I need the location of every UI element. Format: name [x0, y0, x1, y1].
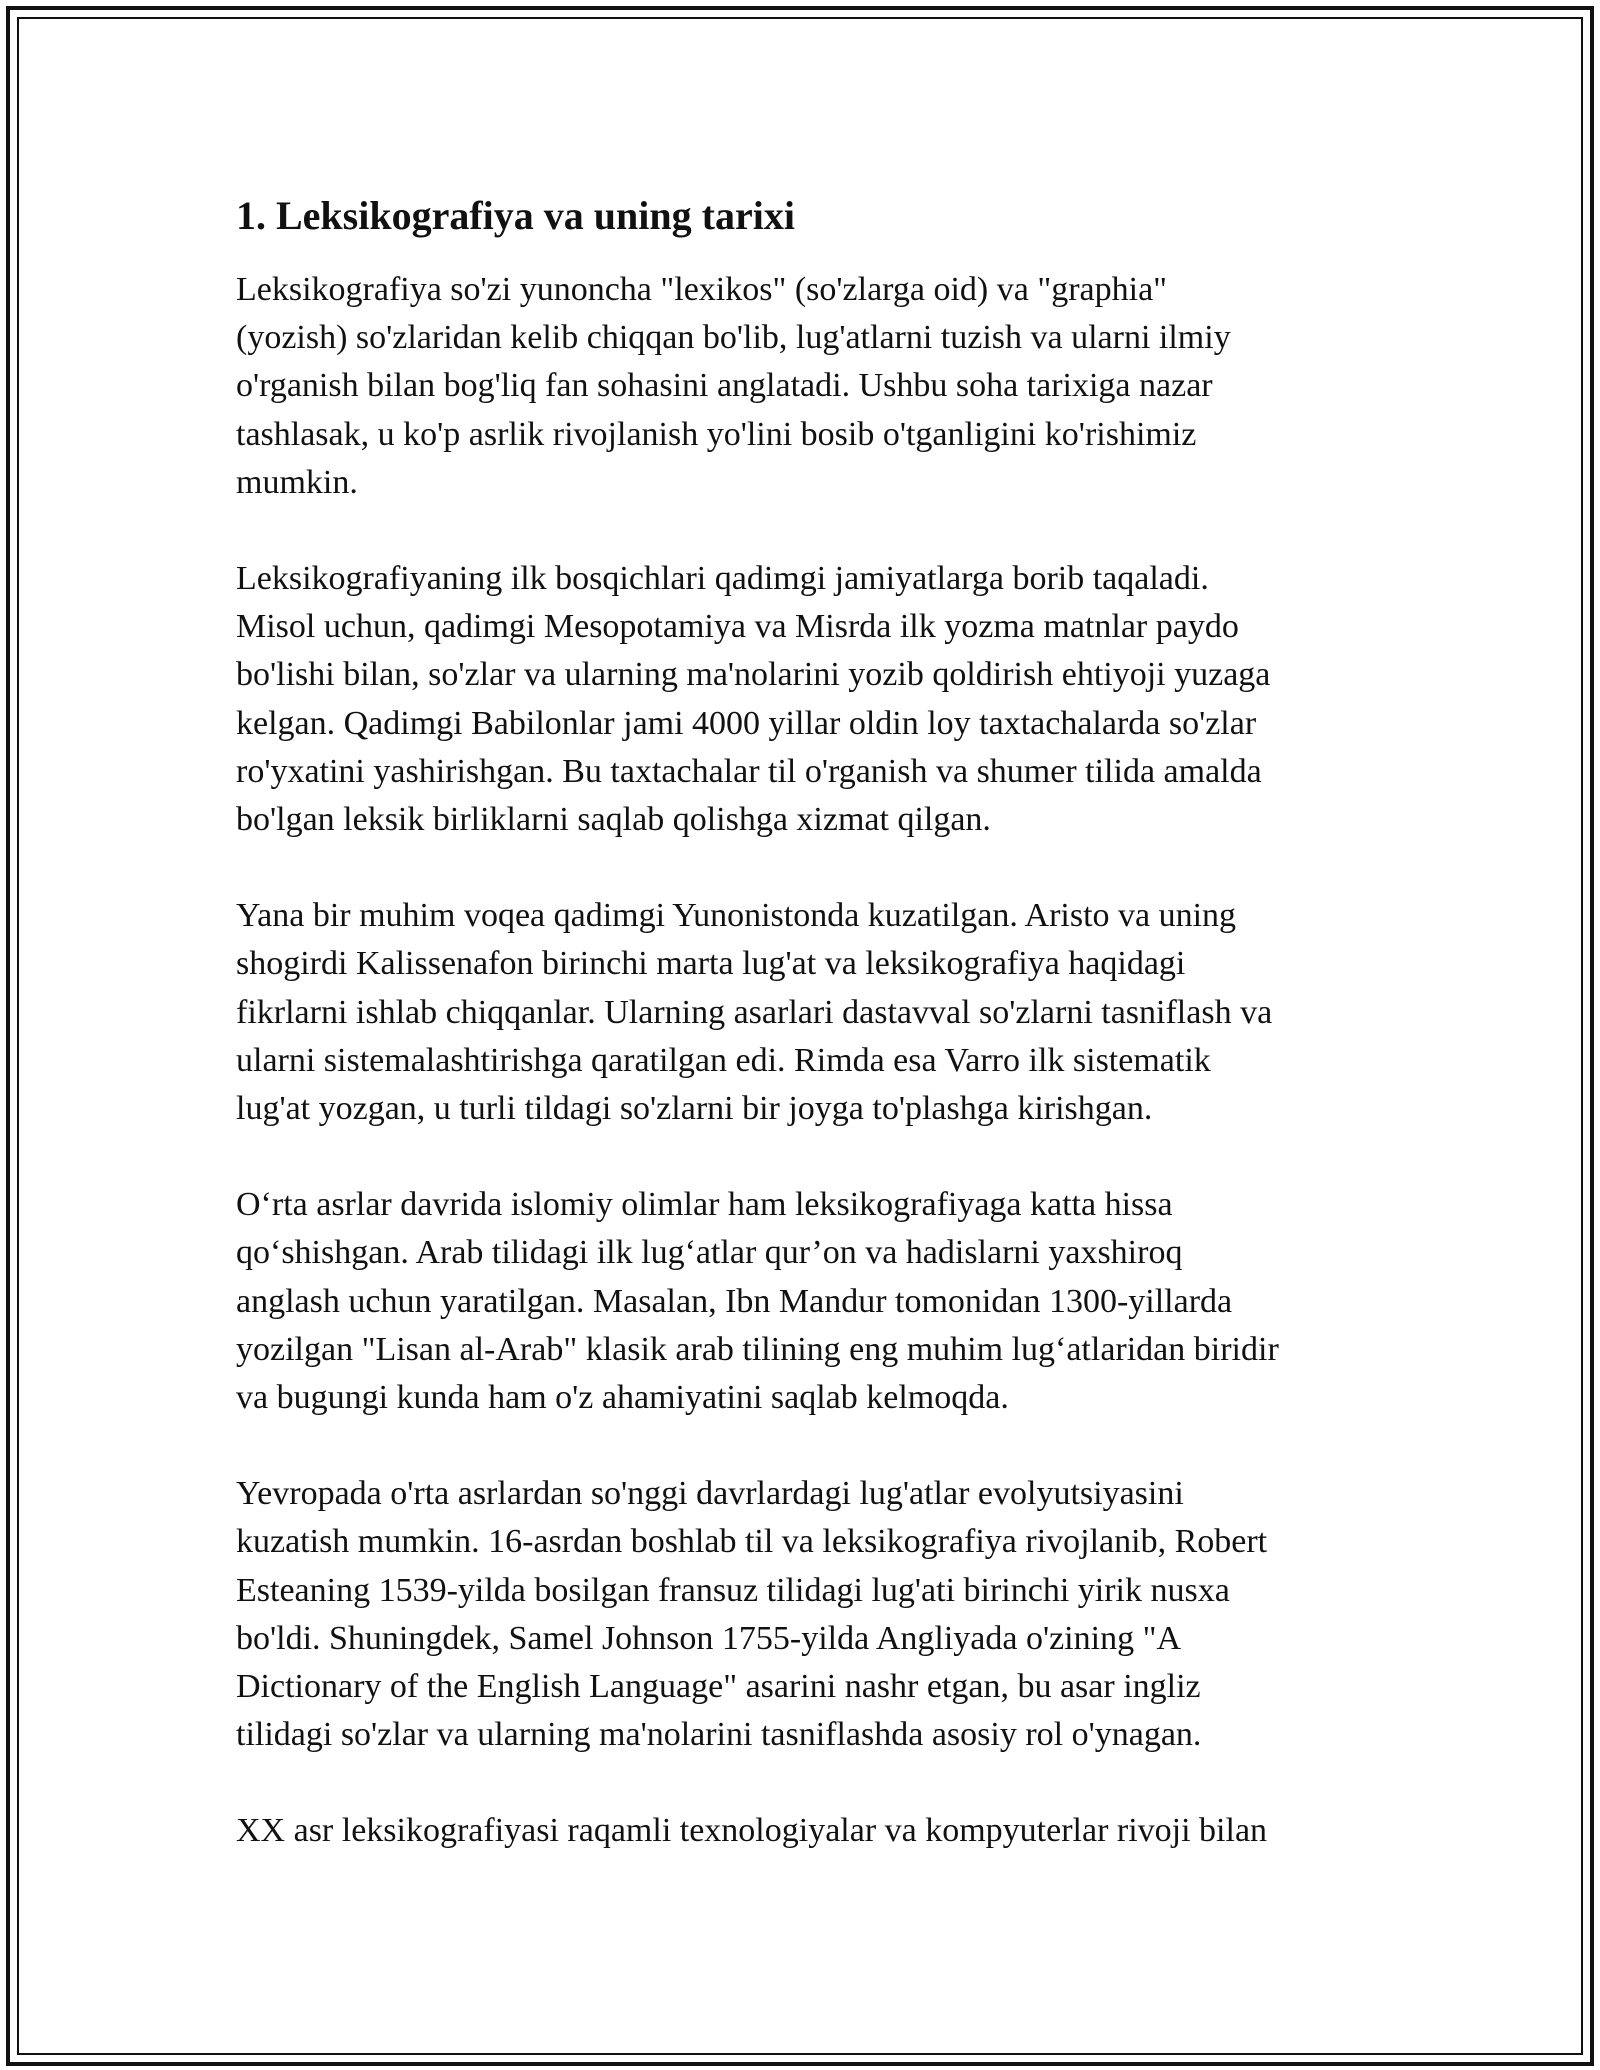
paragraph-etymology: Leksikografiya so'zi yunoncha "lexikos" (so'zlarga oid) va "graphia" (yozish) so'zlaridan kelib chiqqan bo'lib, lug'atlarni tuzish va ularni ilmiy o'rganish bilan bog'liq fan sohasini anglatadi. Ushbu soha tarixiga nazar tashlasak, u ko'p asrlik rivojlanish yo'lini bosib o'tganligini ko'rishimiz mumkin.: [236, 271, 1231, 501]
paragraph-middle-ages-islamic: O‘rta asrlar davrida islomiy olimlar ham leksikografiyaga katta hissa qo‘shishgan. Arab tilidagi ilk lug‘atlar qur’on va hadislarni yaxshiroq anglash uchun yaratilgan. Masalan, Ibn Mandur tomonidan 1300-yillarda yozilgan "Lisan al-Arab" klasik arab tilining eng muhim lug‘atlaridan biridir va bugungi kunda ham o'z ahamiyatini saqlab kelmoqda.: [236, 1186, 1279, 1417]
paragraph-ancient-societies: Leksikografiyaning ilk bosqichlari qadimgi jamiyatlarga borib taqaladi. Misol uchun, qadimgi Mesopotamiya va Misrda ilk yozma matnlar paydo bo'lishi bilan, so'zlar va ularning ma'nolarini yozib qoldirish ehtiyoji yuzaga kelgan. Qadimgi Babilonlar jami 4000 yillar oldin loy taxtachalarda so'zlar ro'yxatini yashirishgan. Bu taxtachalar til o'rganish va shumer tilida amalda bo'lgan leksik birliklarni saqlab qolishga xizmat qilgan.: [236, 560, 1271, 839]
section-heading: 1. Leksikografiya va uning tarixi: [236, 193, 795, 238]
paragraph-ancient-greece: Yana bir muhim voqea qadimgi Yunonistonda kuzatilgan. Aristo va uning shogirdi Kalissenafon birinchi marta lug'at va leksikografiya haqidagi fikrlarni ishlab chiqqanlar. Ularning asarlari dastavval so'zlarni tasniflash va ularni sistemalashtirishga qaratilgan edi. Rimda esa Varro ilk sistematik lug'at yozgan, u turli tildagi so'zlarni bir joyga to'plashga kirishgan.: [236, 897, 1273, 1128]
paragraph-twentieth-century: XX asr leksikografiyasi raqamli texnologiyalar va kompyuterlar rivoji bilan: [236, 1812, 1268, 1850]
document-body: [236, 188, 1376, 1904]
paragraph-europe: Yevropada o'rta asrlardan so'nggi davrlardagi lug'atlar evolyutsiyasini kuzatish mumkin. 16-asrdan boshlab til va leksikografiya rivojlanib, Robert Esteaning 1539-yilda bosilgan fransuz tilidagi lug'ati birinchi yirik nusxa bo'ldi. Shuningdek, Samel Johnson 1755-yilda Angliyada o'zining "A Dictionary of the English Language" asarini nashr etgan, bu asar ingliz tilidagi so'zlar va ularning ma'nolarini tasniflashda asosiy rol o'ynagan.: [236, 1475, 1268, 1754]
